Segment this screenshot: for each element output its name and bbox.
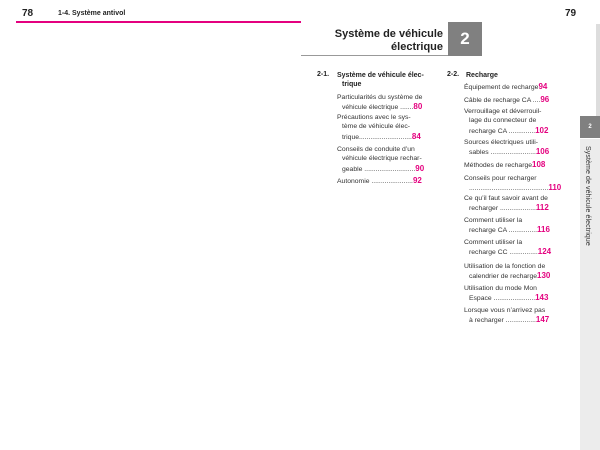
toc-entry[interactable] xyxy=(464,160,576,170)
toc-page-number: 112 xyxy=(535,203,549,213)
toc-entry[interactable] xyxy=(464,107,576,136)
toc-entry-text: Utilisation du mode Mon xyxy=(464,285,537,292)
toc-page-number: 96 xyxy=(540,95,550,104)
toc-page-number: 147 xyxy=(535,315,550,325)
left-header-rule xyxy=(16,21,301,23)
toc-entry-line xyxy=(464,147,576,157)
toc-page-number: 90 xyxy=(415,163,425,173)
toc-entry-text: véhicule électrique rechar- xyxy=(342,155,422,163)
toc-entry-line xyxy=(337,132,449,142)
toc-entry-line xyxy=(337,113,449,122)
toc-entry-text: Particularités du système de xyxy=(337,94,423,101)
toc-page-number: 143 xyxy=(535,293,549,303)
toc-entry-text: Méthodes de recharge xyxy=(464,162,533,169)
toc-entry-line xyxy=(464,138,576,147)
toc-entry[interactable] xyxy=(464,238,576,258)
toc-entry[interactable] xyxy=(464,306,576,326)
toc-entry-line xyxy=(464,271,576,281)
toc-entry-line xyxy=(464,82,576,92)
toc-entry-line xyxy=(464,107,576,116)
toc-entry-text: recharge CA ............... xyxy=(469,227,537,235)
toc-entry-text: Autonomie ...................... xyxy=(337,178,413,185)
toc-entry-line xyxy=(464,284,576,293)
toc-entry-line xyxy=(464,262,576,271)
toc-entry-text: Espace ...................... xyxy=(469,295,536,303)
toc-entry-text: trique............................ xyxy=(342,133,412,141)
toc-entry-text: à recharger ................ xyxy=(469,317,536,325)
toc-entry-text: Câble de recharge CA .... xyxy=(464,97,541,104)
toc-entry-line xyxy=(337,145,449,154)
toc-entry[interactable] xyxy=(464,194,576,214)
toc-entry[interactable] xyxy=(464,262,576,282)
toc-entry-text: véhicule électrique ....... xyxy=(342,104,414,112)
toc-entry-text: Utilisation de la fonction de xyxy=(464,263,546,270)
toc-page-number: 106 xyxy=(535,147,550,157)
toc-entry-text: Équipement de recharge xyxy=(464,84,539,91)
toc-entry-text: Lorsque vous n’arrivez pas xyxy=(464,307,546,314)
toc-entry-text: tème de véhicule élec- xyxy=(342,123,411,131)
side-tab-number: 2 xyxy=(580,116,600,138)
toc-entry-line xyxy=(464,160,576,170)
chapter-title-line2: électrique xyxy=(391,41,443,53)
toc-page-number: 80 xyxy=(413,102,423,112)
section2-title: Recharge xyxy=(466,72,498,79)
toc-entry-text: Conseils pour recharger xyxy=(464,175,537,182)
toc-entry[interactable] xyxy=(464,174,576,194)
toc-entry-text: Comment utiliser la xyxy=(464,239,523,246)
toc-entry[interactable] xyxy=(337,113,449,142)
toc-entry-line xyxy=(337,93,449,102)
toc-page-number: 110 xyxy=(548,183,562,193)
toc-page-number: 108 xyxy=(532,160,546,169)
toc-entry-line xyxy=(464,216,576,225)
toc-entry-line xyxy=(337,122,449,131)
toc-entry[interactable] xyxy=(337,93,449,113)
toc-entry[interactable] xyxy=(464,138,576,158)
side-tab-label: Système de véhicule électrique xyxy=(584,146,591,246)
toc-entry-line xyxy=(337,164,449,174)
toc-page-number: 84 xyxy=(411,131,421,141)
right-header-rule xyxy=(301,55,450,56)
toc-entry-text: recharger ................... xyxy=(469,205,536,213)
toc-entry-line xyxy=(337,176,449,186)
toc-entry-line xyxy=(464,174,576,183)
toc-entry-text: lage du connecteur de xyxy=(469,117,537,125)
section1-number: 2-1. xyxy=(317,71,330,78)
toc-entry-line xyxy=(464,238,576,247)
chapter-title-line1: Système de véhicule xyxy=(334,28,443,40)
toc-entry-text: Conseils de conduite d’un xyxy=(337,146,415,153)
toc-page-number: 94 xyxy=(538,82,548,91)
toc-entry-text: Sources électriques utili- xyxy=(464,139,539,146)
toc-entry-line xyxy=(337,102,449,112)
toc-entry[interactable] xyxy=(337,145,449,174)
toc-entry-text: sables ........................ xyxy=(469,149,536,157)
toc-entry-line xyxy=(464,95,576,105)
toc-entry-line xyxy=(464,116,576,125)
toc-entry-text: Précautions avec le sys- xyxy=(337,114,411,121)
toc-entry-text: Verrouillage et déverrouil- xyxy=(464,108,542,115)
section1-title xyxy=(337,71,447,89)
toc-entry-line xyxy=(464,194,576,203)
toc-entry-line xyxy=(464,183,576,193)
toc-entry-text: calendrier de recharge xyxy=(469,273,538,281)
toc-page-number: 116 xyxy=(537,225,550,235)
toc-entry[interactable] xyxy=(464,82,576,92)
toc-entry-text: Ce qu’il faut savoir avant de xyxy=(464,195,548,202)
toc-entry-line xyxy=(464,225,576,235)
toc-entry[interactable] xyxy=(464,284,576,304)
toc-entry-line xyxy=(464,203,576,213)
toc-entry-text: geable ........................... xyxy=(342,165,416,173)
toc-entry-text: Comment utiliser la xyxy=(464,217,523,224)
toc-entry-line xyxy=(464,293,576,303)
toc-page-number: 102 xyxy=(535,125,549,135)
toc-page-number: 92 xyxy=(412,176,422,185)
toc-entry[interactable] xyxy=(464,95,576,105)
toc-entry-line xyxy=(464,126,576,136)
section2-number: 2-2. xyxy=(447,71,460,78)
toc-entry[interactable] xyxy=(337,176,449,186)
toc-entry-line xyxy=(464,247,576,257)
left-page-number: 78 xyxy=(22,8,34,19)
right-page-number: 79 xyxy=(565,8,577,19)
chapter-title xyxy=(305,28,443,54)
toc-entry-line xyxy=(464,306,576,315)
toc-entry-line xyxy=(464,315,576,325)
toc-entry-line xyxy=(337,154,449,163)
edge-strip xyxy=(596,24,600,116)
toc-entry-text: recharge CC ............... xyxy=(469,249,538,257)
toc-page-number: 124 xyxy=(537,247,552,257)
section1-title-line1: Système de véhicule élec- xyxy=(337,72,424,79)
chapter-number-box: 2 xyxy=(448,22,482,56)
toc-entry-text: .......................................... xyxy=(469,185,549,193)
toc-entry[interactable] xyxy=(464,216,576,236)
section1-title-line2: trique xyxy=(342,81,362,88)
left-section-title: 1-4. Système antivol xyxy=(58,10,126,17)
toc-page-number: 130 xyxy=(537,271,551,281)
toc-entry-text: recharge CA .............. xyxy=(469,127,536,135)
